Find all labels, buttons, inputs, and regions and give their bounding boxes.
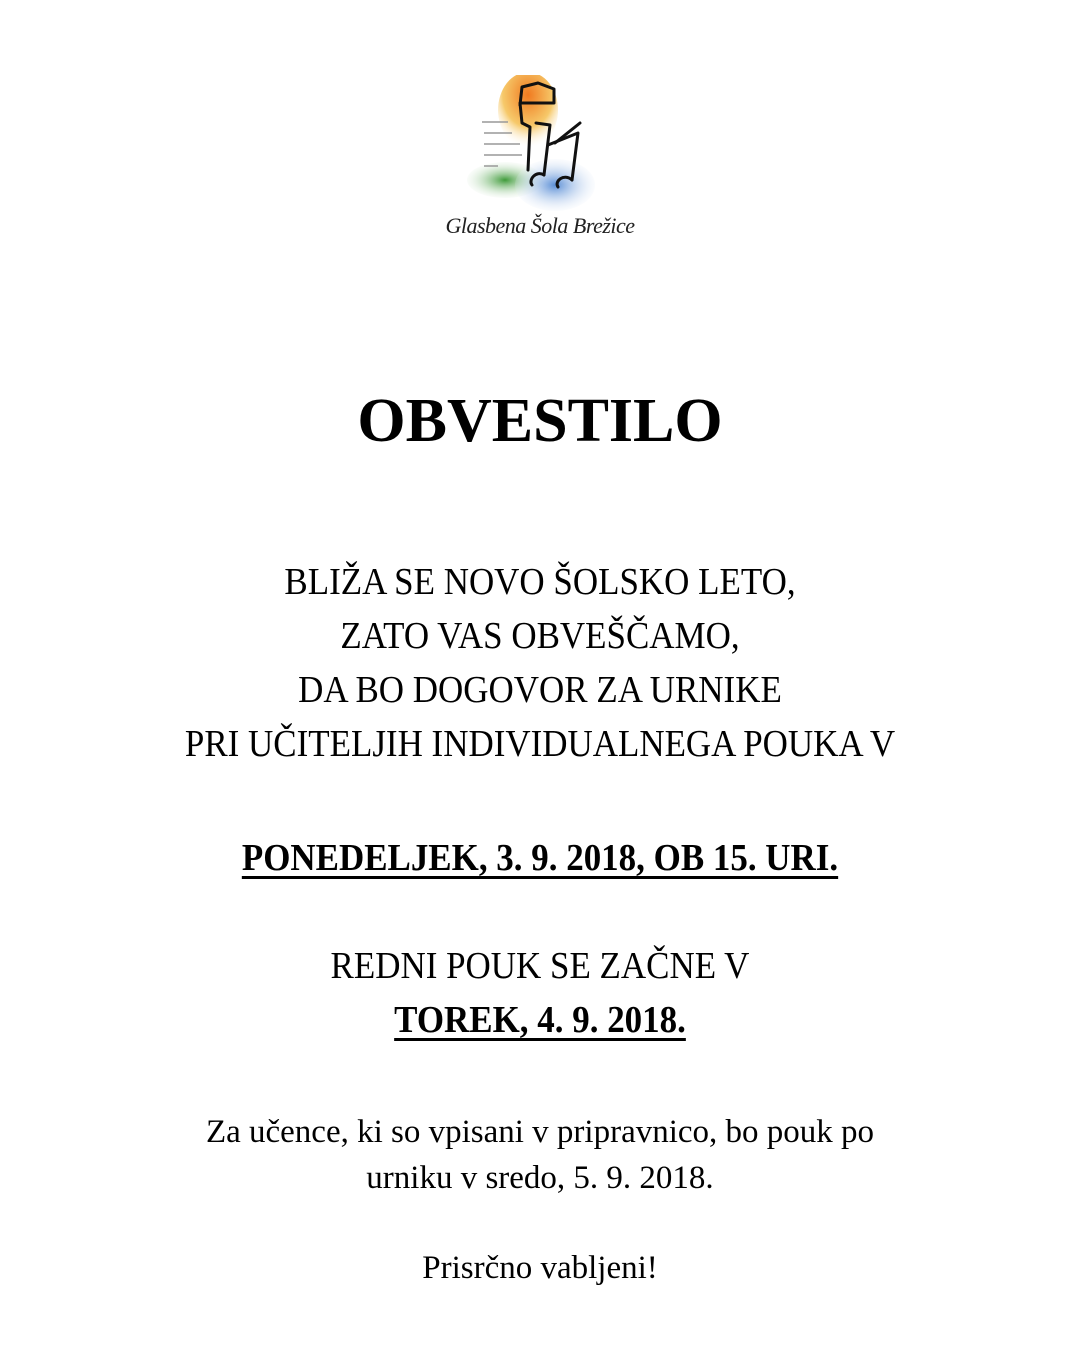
logo-graphic-icon xyxy=(440,75,640,215)
notice-line: PRI UČITELJIH INDIVIDUALNEGA POUKA V xyxy=(184,723,896,765)
notice-title: OBVESTILO xyxy=(357,387,723,455)
school-logo xyxy=(440,75,640,260)
classes-start-line: REDNI POUK SE ZAČNE V xyxy=(330,945,750,987)
notice-line: ZATO VAS OBVEŠČAMO, xyxy=(340,615,740,657)
notice-line: DA BO DOGOVOR ZA URNIKE xyxy=(298,669,782,711)
prep-line: urniku v sredo, 5. 9. 2018. xyxy=(366,1160,714,1196)
meeting-date xyxy=(43,836,1037,880)
classes-start-date xyxy=(43,998,1037,1042)
closing-text: Prisrčno vabljeni! xyxy=(422,1250,658,1286)
logo-text: Glasbena Šola Brežice xyxy=(445,213,635,238)
prep-line: Za učence, ki so vpisani v pripravnico, bo pouk po xyxy=(205,1114,875,1150)
meeting-date-text: PONEDELJEK, 3. 9. 2018, OB 15. URI. xyxy=(241,837,839,879)
notice-line: BLIŽA SE NOVO ŠOLSKO LETO, xyxy=(284,561,796,603)
classes-start-date-text: TOREK, 4. 9. 2018. xyxy=(394,999,686,1041)
